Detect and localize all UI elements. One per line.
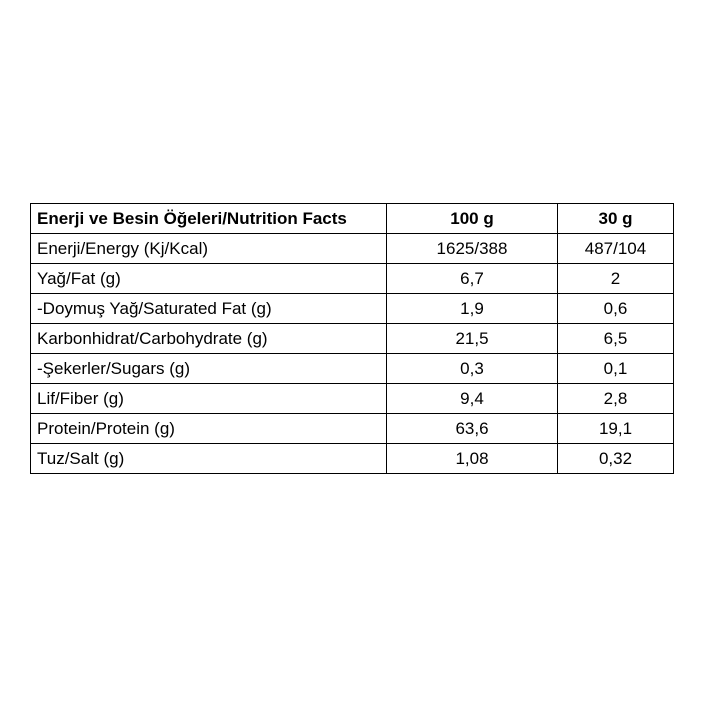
- value-per-30g: 19,1: [558, 414, 674, 444]
- value-per-100g: 9,4: [387, 384, 558, 414]
- header-per-100g: 100 g: [387, 204, 558, 234]
- value-per-100g: 6,7: [387, 264, 558, 294]
- table-row: [31, 354, 674, 384]
- table-row: [31, 324, 674, 354]
- table-row: [31, 264, 674, 294]
- value-per-30g: 0,1: [558, 354, 674, 384]
- value-per-30g: 487/104: [558, 234, 674, 264]
- nutrient-name: -Şekerler/Sugars (g): [31, 354, 387, 384]
- nutrient-name: Karbonhidrat/Carbohydrate (g): [31, 324, 387, 354]
- value-per-100g: 0,3: [387, 354, 558, 384]
- header-nutrient: Enerji ve Besin Öğeleri/Nutrition Facts: [31, 204, 387, 234]
- table-row: [31, 444, 674, 474]
- value-per-100g: 1,9: [387, 294, 558, 324]
- value-per-30g: 6,5: [558, 324, 674, 354]
- table-row: [31, 294, 674, 324]
- table-header-row: [31, 204, 674, 234]
- table-row: [31, 234, 674, 264]
- nutrient-name: Enerji/Energy (Kj/Kcal): [31, 234, 387, 264]
- nutrient-name: Yağ/Fat (g): [31, 264, 387, 294]
- header-per-30g: 30 g: [558, 204, 674, 234]
- table-row: [31, 414, 674, 444]
- value-per-100g: 1,08: [387, 444, 558, 474]
- value-per-30g: 2: [558, 264, 674, 294]
- value-per-30g: 0,32: [558, 444, 674, 474]
- nutrient-name: -Doymuş Yağ/Saturated Fat (g): [31, 294, 387, 324]
- table-row: [31, 384, 674, 414]
- value-per-30g: 2,8: [558, 384, 674, 414]
- nutrition-facts-table: [30, 203, 674, 474]
- value-per-100g: 21,5: [387, 324, 558, 354]
- value-per-100g: 63,6: [387, 414, 558, 444]
- nutrient-name: Lif/Fiber (g): [31, 384, 387, 414]
- nutrient-name: Protein/Protein (g): [31, 414, 387, 444]
- nutrient-name: Tuz/Salt (g): [31, 444, 387, 474]
- value-per-30g: 0,6: [558, 294, 674, 324]
- value-per-100g: 1625/388: [387, 234, 558, 264]
